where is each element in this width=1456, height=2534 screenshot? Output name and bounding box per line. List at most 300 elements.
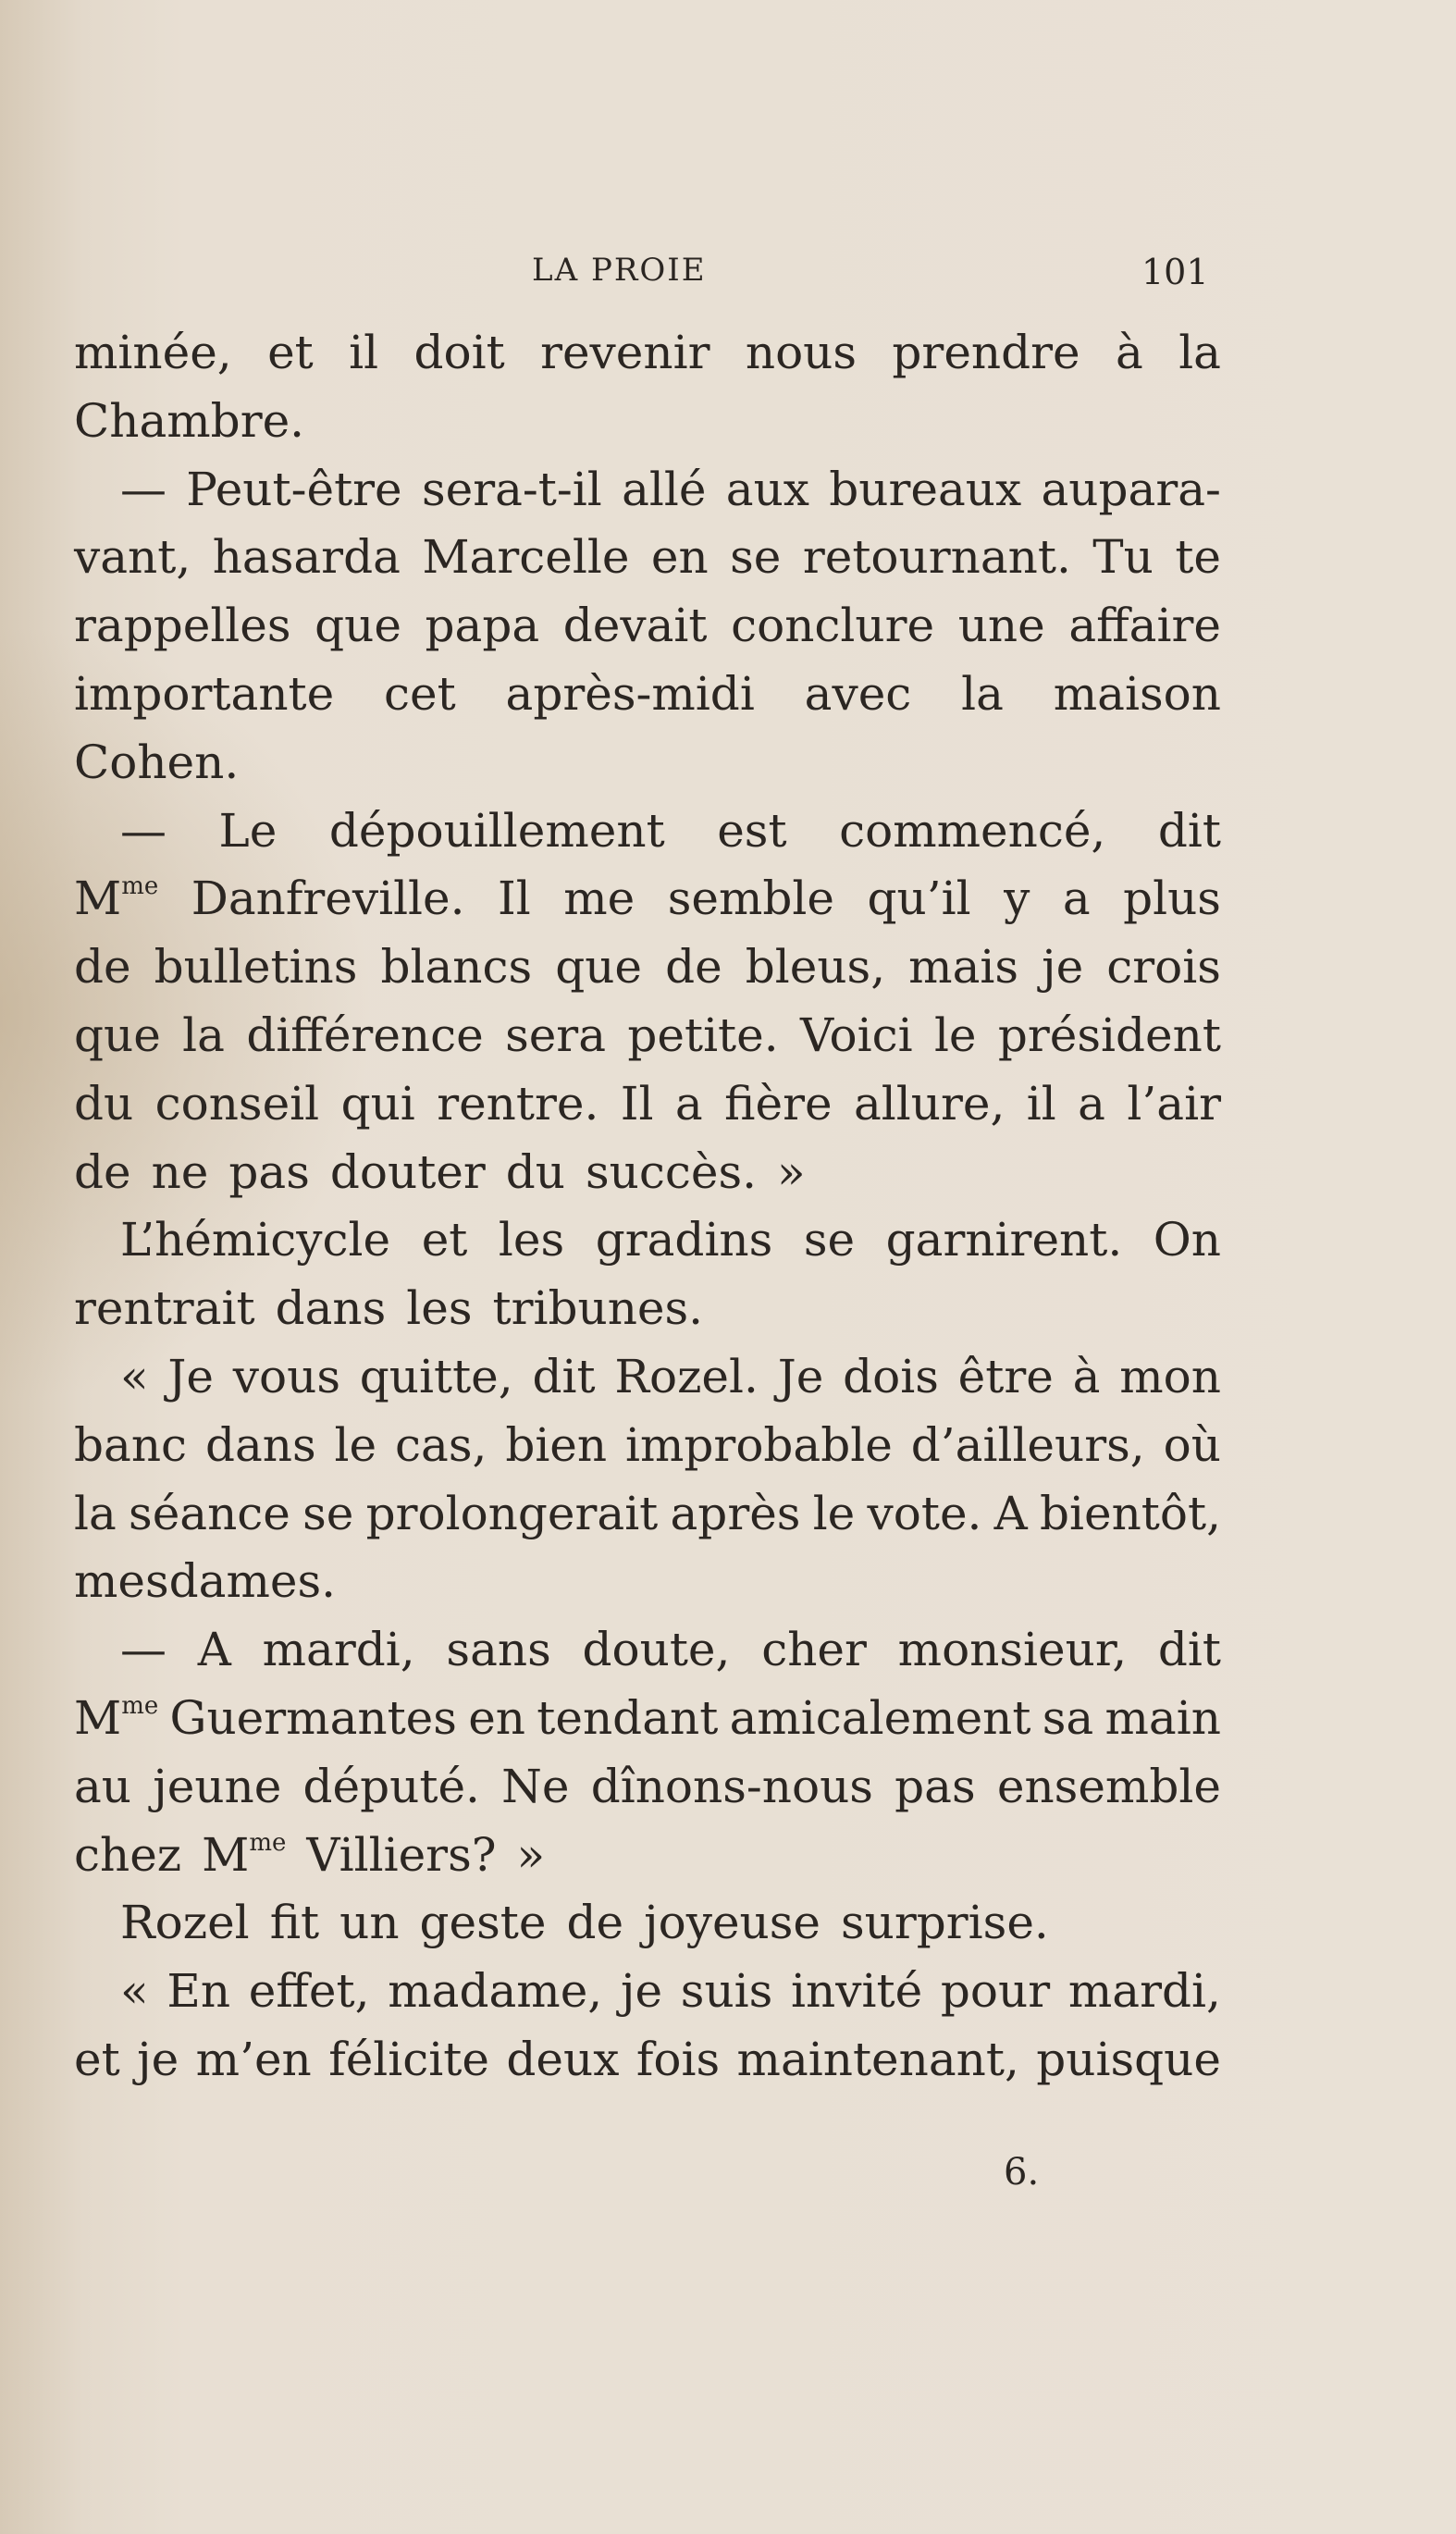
word — [270, 1889, 319, 1958]
word-text: tribunes. — [492, 1281, 704, 1336]
word-text: que — [74, 1007, 161, 1062]
word-text: je — [1042, 940, 1084, 995]
word-text: après — [670, 1486, 801, 1540]
word — [74, 592, 291, 661]
word-text: à — [1116, 326, 1143, 379]
word-text: — — [120, 1623, 167, 1677]
running-head — [0, 252, 1456, 298]
word-text: sera-t-il — [421, 462, 602, 516]
word-text: — — [120, 803, 167, 858]
word — [422, 456, 602, 525]
word-text: garnirent. — [885, 1213, 1123, 1267]
word — [384, 661, 456, 729]
word-text: maintenant, — [736, 2032, 1019, 2086]
word — [74, 1822, 181, 1890]
word-text: de — [74, 940, 131, 995]
word-text: geste — [419, 1896, 547, 1950]
word — [583, 1616, 731, 1685]
word-text: les — [406, 1281, 473, 1336]
word-text: bientôt, — [1039, 1486, 1221, 1540]
word — [505, 1002, 606, 1070]
word — [74, 2026, 120, 2095]
text-line — [74, 2026, 1221, 2095]
word-text: minée, — [74, 326, 232, 379]
word — [1042, 933, 1083, 1002]
word-text: rappelles — [74, 599, 291, 653]
word-text: et — [267, 326, 314, 379]
word — [908, 933, 1018, 1002]
word-text: pas — [895, 1759, 976, 1813]
word — [74, 1275, 255, 1343]
word-text: président — [997, 1007, 1221, 1062]
word — [170, 1685, 457, 1753]
word — [675, 1070, 703, 1139]
word — [586, 1139, 757, 1207]
word — [74, 729, 239, 797]
word-text: Je — [167, 1349, 215, 1403]
word-text: en — [468, 1690, 526, 1745]
word-text: Ne — [501, 1759, 570, 1813]
word — [329, 797, 665, 866]
word — [446, 1616, 550, 1685]
word — [246, 1002, 483, 1070]
word — [120, 1889, 250, 1958]
word — [330, 1139, 486, 1207]
word — [249, 1958, 370, 2026]
word-text: félicite — [328, 2032, 489, 2086]
word-text: pour — [940, 1964, 1051, 2019]
word-text: je — [137, 2032, 179, 2086]
word — [843, 1343, 939, 1412]
word-text: il — [1026, 1076, 1056, 1131]
word — [505, 1412, 607, 1480]
word — [213, 524, 401, 592]
word — [406, 1275, 472, 1343]
word-text: « — [120, 1349, 149, 1403]
word-text: effet, — [248, 1964, 370, 2019]
text-line — [74, 797, 1221, 866]
word — [74, 1480, 117, 1549]
word-text: nous — [745, 326, 858, 379]
word-text: fit — [269, 1896, 320, 1950]
word-text: Je — [777, 1349, 824, 1403]
word-text: prolongerait — [365, 1486, 659, 1540]
word — [622, 456, 706, 525]
word-text: revenir — [540, 326, 710, 379]
word — [167, 1343, 214, 1412]
word-text: bulletins — [154, 940, 358, 995]
word — [499, 1206, 564, 1275]
word-text: bien — [505, 1417, 608, 1472]
word — [198, 1616, 231, 1685]
word — [120, 1616, 167, 1685]
word-text: Marcelle — [422, 530, 630, 585]
word — [74, 1685, 158, 1753]
text-line — [74, 1206, 1221, 1275]
word-text: député. — [302, 1759, 480, 1813]
word-text: dans — [204, 1417, 316, 1472]
text-line — [74, 933, 1221, 1002]
word — [636, 2026, 720, 2095]
word — [941, 1958, 1050, 2026]
word — [591, 1753, 873, 1822]
word-text: il — [349, 326, 379, 379]
word — [839, 797, 1105, 866]
word — [388, 1958, 602, 2026]
word-text: que — [555, 940, 643, 995]
word — [306, 1822, 496, 1890]
word — [1054, 661, 1221, 729]
word — [1068, 592, 1221, 661]
text-line — [74, 865, 1221, 933]
word — [152, 1139, 209, 1207]
text-line — [74, 1002, 1221, 1070]
word — [498, 865, 531, 933]
text-line — [74, 592, 1221, 661]
word — [724, 1070, 832, 1139]
word-text: qu’il — [867, 871, 971, 926]
word — [800, 1002, 913, 1070]
word-text: L’hémicycle — [120, 1213, 391, 1267]
word-text: On — [1153, 1213, 1221, 1267]
word-text: dois — [843, 1349, 939, 1403]
word-text: blancs — [380, 940, 533, 995]
word-text: invité — [791, 1964, 923, 2019]
superscript: me — [121, 1691, 159, 1720]
word — [120, 1206, 390, 1275]
text-line — [74, 1139, 1221, 1207]
word-text: rentrait — [74, 1281, 255, 1336]
word — [665, 933, 722, 1002]
word-text: plus — [1123, 871, 1221, 926]
word-text: « — [120, 1964, 149, 2019]
word — [997, 1753, 1221, 1822]
word-text: M — [74, 871, 122, 926]
word — [74, 1139, 131, 1207]
word-text: différence — [246, 1007, 484, 1062]
word — [746, 319, 857, 388]
word — [506, 2026, 619, 2095]
word — [74, 865, 158, 933]
word-text: de — [566, 1896, 624, 1950]
word — [563, 592, 708, 661]
word-text: Chambre. — [74, 393, 305, 448]
word-text: puisque — [1036, 2032, 1221, 2086]
word — [186, 456, 401, 525]
word — [668, 865, 834, 933]
word — [726, 456, 809, 525]
word — [829, 456, 1021, 525]
word — [1119, 1343, 1221, 1412]
word — [493, 1275, 704, 1343]
text-line — [74, 1343, 1221, 1412]
word-text: de — [74, 1144, 131, 1199]
word — [1123, 865, 1221, 933]
word-text: après-midi — [505, 666, 755, 721]
word-text: au — [74, 1759, 132, 1813]
word — [898, 1616, 1127, 1685]
word-text: le — [933, 1007, 977, 1062]
word-text: tendant — [537, 1690, 719, 1745]
word — [621, 1958, 662, 2026]
word-text: te — [1175, 530, 1221, 585]
word — [998, 1002, 1221, 1070]
word — [302, 1480, 353, 1549]
text-line — [74, 729, 1221, 797]
text-line — [74, 1685, 1221, 1753]
word-text: conclure — [731, 599, 935, 653]
word — [202, 1822, 286, 1890]
word-text: mardi, — [262, 1623, 415, 1677]
word-text: du — [505, 1144, 566, 1199]
word — [717, 797, 786, 866]
word-text: la — [74, 1486, 117, 1540]
word — [360, 1343, 513, 1412]
text-line — [74, 1412, 1221, 1480]
word-text: conseil — [154, 1076, 320, 1131]
word-text: chez — [74, 1827, 182, 1882]
word — [651, 524, 709, 592]
word-text: fière — [724, 1076, 833, 1131]
body-text — [74, 319, 1221, 2095]
text-line — [74, 524, 1221, 592]
page-number: 101 — [1141, 252, 1209, 292]
running-title: LA PROIE — [532, 252, 707, 289]
word — [120, 1958, 149, 2026]
word — [1027, 1070, 1056, 1139]
word — [120, 456, 167, 525]
word-text: la — [182, 1007, 225, 1062]
word — [153, 1753, 281, 1822]
word — [74, 933, 131, 1002]
word — [868, 865, 971, 933]
word — [841, 1889, 1049, 1958]
word-text: papa — [425, 599, 540, 653]
word-text: et — [74, 2032, 120, 2086]
text-line — [74, 1753, 1221, 1822]
word-text: dit — [532, 1349, 596, 1403]
word-text: dit — [1157, 803, 1221, 858]
word — [1158, 797, 1221, 866]
word-text: bleus, — [745, 940, 886, 995]
word — [1068, 1958, 1221, 2026]
word — [154, 933, 358, 1002]
text-line — [74, 1070, 1221, 1139]
word — [1105, 1685, 1221, 1753]
word-text: un — [339, 1896, 400, 1950]
word — [804, 1206, 855, 1275]
word — [129, 1480, 290, 1549]
text-line — [74, 1548, 1221, 1616]
word-text: les — [498, 1213, 565, 1267]
word-text: je — [620, 1964, 663, 2019]
word-text: doute, — [582, 1623, 731, 1677]
word — [621, 1070, 654, 1139]
text-line — [74, 1822, 1221, 1890]
word-text: y — [1004, 871, 1030, 926]
word — [1073, 1343, 1101, 1412]
word — [1004, 865, 1030, 933]
word — [868, 1480, 982, 1549]
word — [1063, 865, 1091, 933]
word — [137, 2026, 179, 2095]
word — [563, 865, 635, 933]
word-text: la — [961, 666, 1004, 721]
word-text: maison — [1053, 666, 1221, 721]
word — [730, 524, 781, 592]
word-text: à — [1072, 1349, 1101, 1403]
word-text: séance — [129, 1486, 290, 1540]
word — [540, 319, 709, 388]
word — [263, 1616, 415, 1685]
word — [813, 1480, 856, 1549]
word — [555, 933, 642, 1002]
text-line — [74, 1889, 1221, 1958]
word — [437, 1070, 598, 1139]
text-line — [74, 1480, 1221, 1549]
word — [1116, 319, 1143, 388]
word-text: petite. — [627, 1007, 779, 1062]
word-text: main — [1104, 1690, 1221, 1745]
word — [731, 592, 934, 661]
word — [339, 1889, 399, 1958]
word-text: prendre — [892, 326, 1080, 379]
word-text: hasarda — [212, 530, 401, 585]
word — [420, 1889, 547, 1958]
word — [934, 1002, 977, 1070]
word — [395, 1412, 487, 1480]
word — [341, 1070, 415, 1139]
superscript: me — [121, 872, 159, 901]
word — [1154, 1206, 1221, 1275]
word-text: Il — [620, 1076, 654, 1131]
word-text: pas — [228, 1144, 310, 1199]
word-text: Guermantes — [169, 1690, 457, 1745]
word — [958, 1343, 1054, 1412]
word — [737, 2026, 1019, 2095]
word — [426, 592, 540, 661]
word-text: suis — [680, 1964, 773, 2019]
word — [191, 865, 465, 933]
word — [1158, 1616, 1221, 1685]
word-text: avec — [804, 666, 912, 721]
word — [961, 661, 1004, 729]
word-text: Rozel. — [614, 1349, 759, 1403]
text-line — [74, 456, 1221, 525]
word — [120, 797, 167, 866]
word-text: succès. — [586, 1144, 758, 1199]
text-line — [74, 1275, 1221, 1343]
word — [276, 1275, 387, 1343]
word — [911, 1412, 1145, 1480]
word — [625, 1412, 893, 1480]
word-text: me — [563, 871, 635, 926]
word-text: et — [421, 1213, 468, 1267]
word-text: allure, — [853, 1076, 1006, 1131]
superscript: me — [249, 1828, 287, 1857]
word-text: monsieur, — [897, 1623, 1128, 1677]
word-text: rentre. — [437, 1076, 599, 1131]
word-text: crois — [1106, 940, 1221, 995]
word — [74, 388, 304, 456]
word-text: se — [302, 1486, 354, 1540]
word — [994, 1480, 1028, 1549]
word-text: quitte, — [359, 1349, 513, 1403]
word-text: mais — [908, 940, 1019, 995]
word-text: se — [730, 530, 782, 585]
word — [805, 661, 912, 729]
word-text: dit — [1157, 1623, 1221, 1677]
word — [315, 592, 401, 661]
word-text: dînons-nous — [590, 1759, 873, 1813]
word-text: où — [1163, 1417, 1221, 1472]
word-text: ensemble — [996, 1759, 1221, 1813]
word-text: mardi, — [1067, 1964, 1221, 2019]
word-text: » — [777, 1144, 806, 1199]
word — [196, 2026, 312, 2095]
word-text: importante — [74, 666, 335, 721]
word-text: joyeuse — [644, 1896, 821, 1950]
word — [1036, 2026, 1221, 2095]
word — [205, 1412, 316, 1480]
word-text: jeune — [153, 1759, 282, 1813]
word — [1042, 456, 1221, 525]
word — [803, 524, 1071, 592]
word — [303, 1753, 480, 1822]
word-text: vant, — [74, 530, 191, 585]
word-text: qui — [340, 1076, 415, 1131]
word — [120, 1343, 149, 1412]
word-text: mesdames. — [74, 1554, 337, 1609]
word-text: Il — [498, 871, 531, 926]
word-text: Le — [218, 803, 278, 858]
word — [349, 319, 378, 388]
word — [791, 1958, 922, 2026]
word — [1040, 1480, 1221, 1549]
word-text: ne — [151, 1144, 209, 1199]
word-text: a — [674, 1076, 703, 1131]
text-line — [74, 388, 1221, 456]
word — [567, 1889, 624, 1958]
word — [182, 1002, 225, 1070]
word — [74, 319, 232, 388]
word-text: Villiers? — [306, 1827, 497, 1882]
text-line — [74, 661, 1221, 729]
word — [328, 2026, 489, 2095]
word — [644, 1889, 821, 1958]
word — [681, 1958, 773, 2026]
word-text: se — [803, 1213, 856, 1267]
word-text: Voici — [799, 1007, 913, 1062]
word — [761, 1616, 867, 1685]
word — [537, 1685, 718, 1753]
word-text: Danfreville. — [191, 871, 465, 926]
text-line — [74, 319, 1221, 388]
word-text: — — [120, 462, 167, 516]
word-text: Tu — [1092, 530, 1154, 585]
word — [886, 1206, 1123, 1275]
word-text: Cohen. — [74, 735, 240, 789]
word — [74, 1412, 187, 1480]
word-text: de — [665, 940, 722, 995]
word — [746, 933, 885, 1002]
word-text: dépouillement — [328, 803, 665, 858]
word — [614, 1343, 759, 1412]
word — [506, 661, 755, 729]
word-text: M — [202, 1827, 250, 1882]
word — [671, 1480, 801, 1549]
word-text: m’en — [195, 2032, 312, 2086]
